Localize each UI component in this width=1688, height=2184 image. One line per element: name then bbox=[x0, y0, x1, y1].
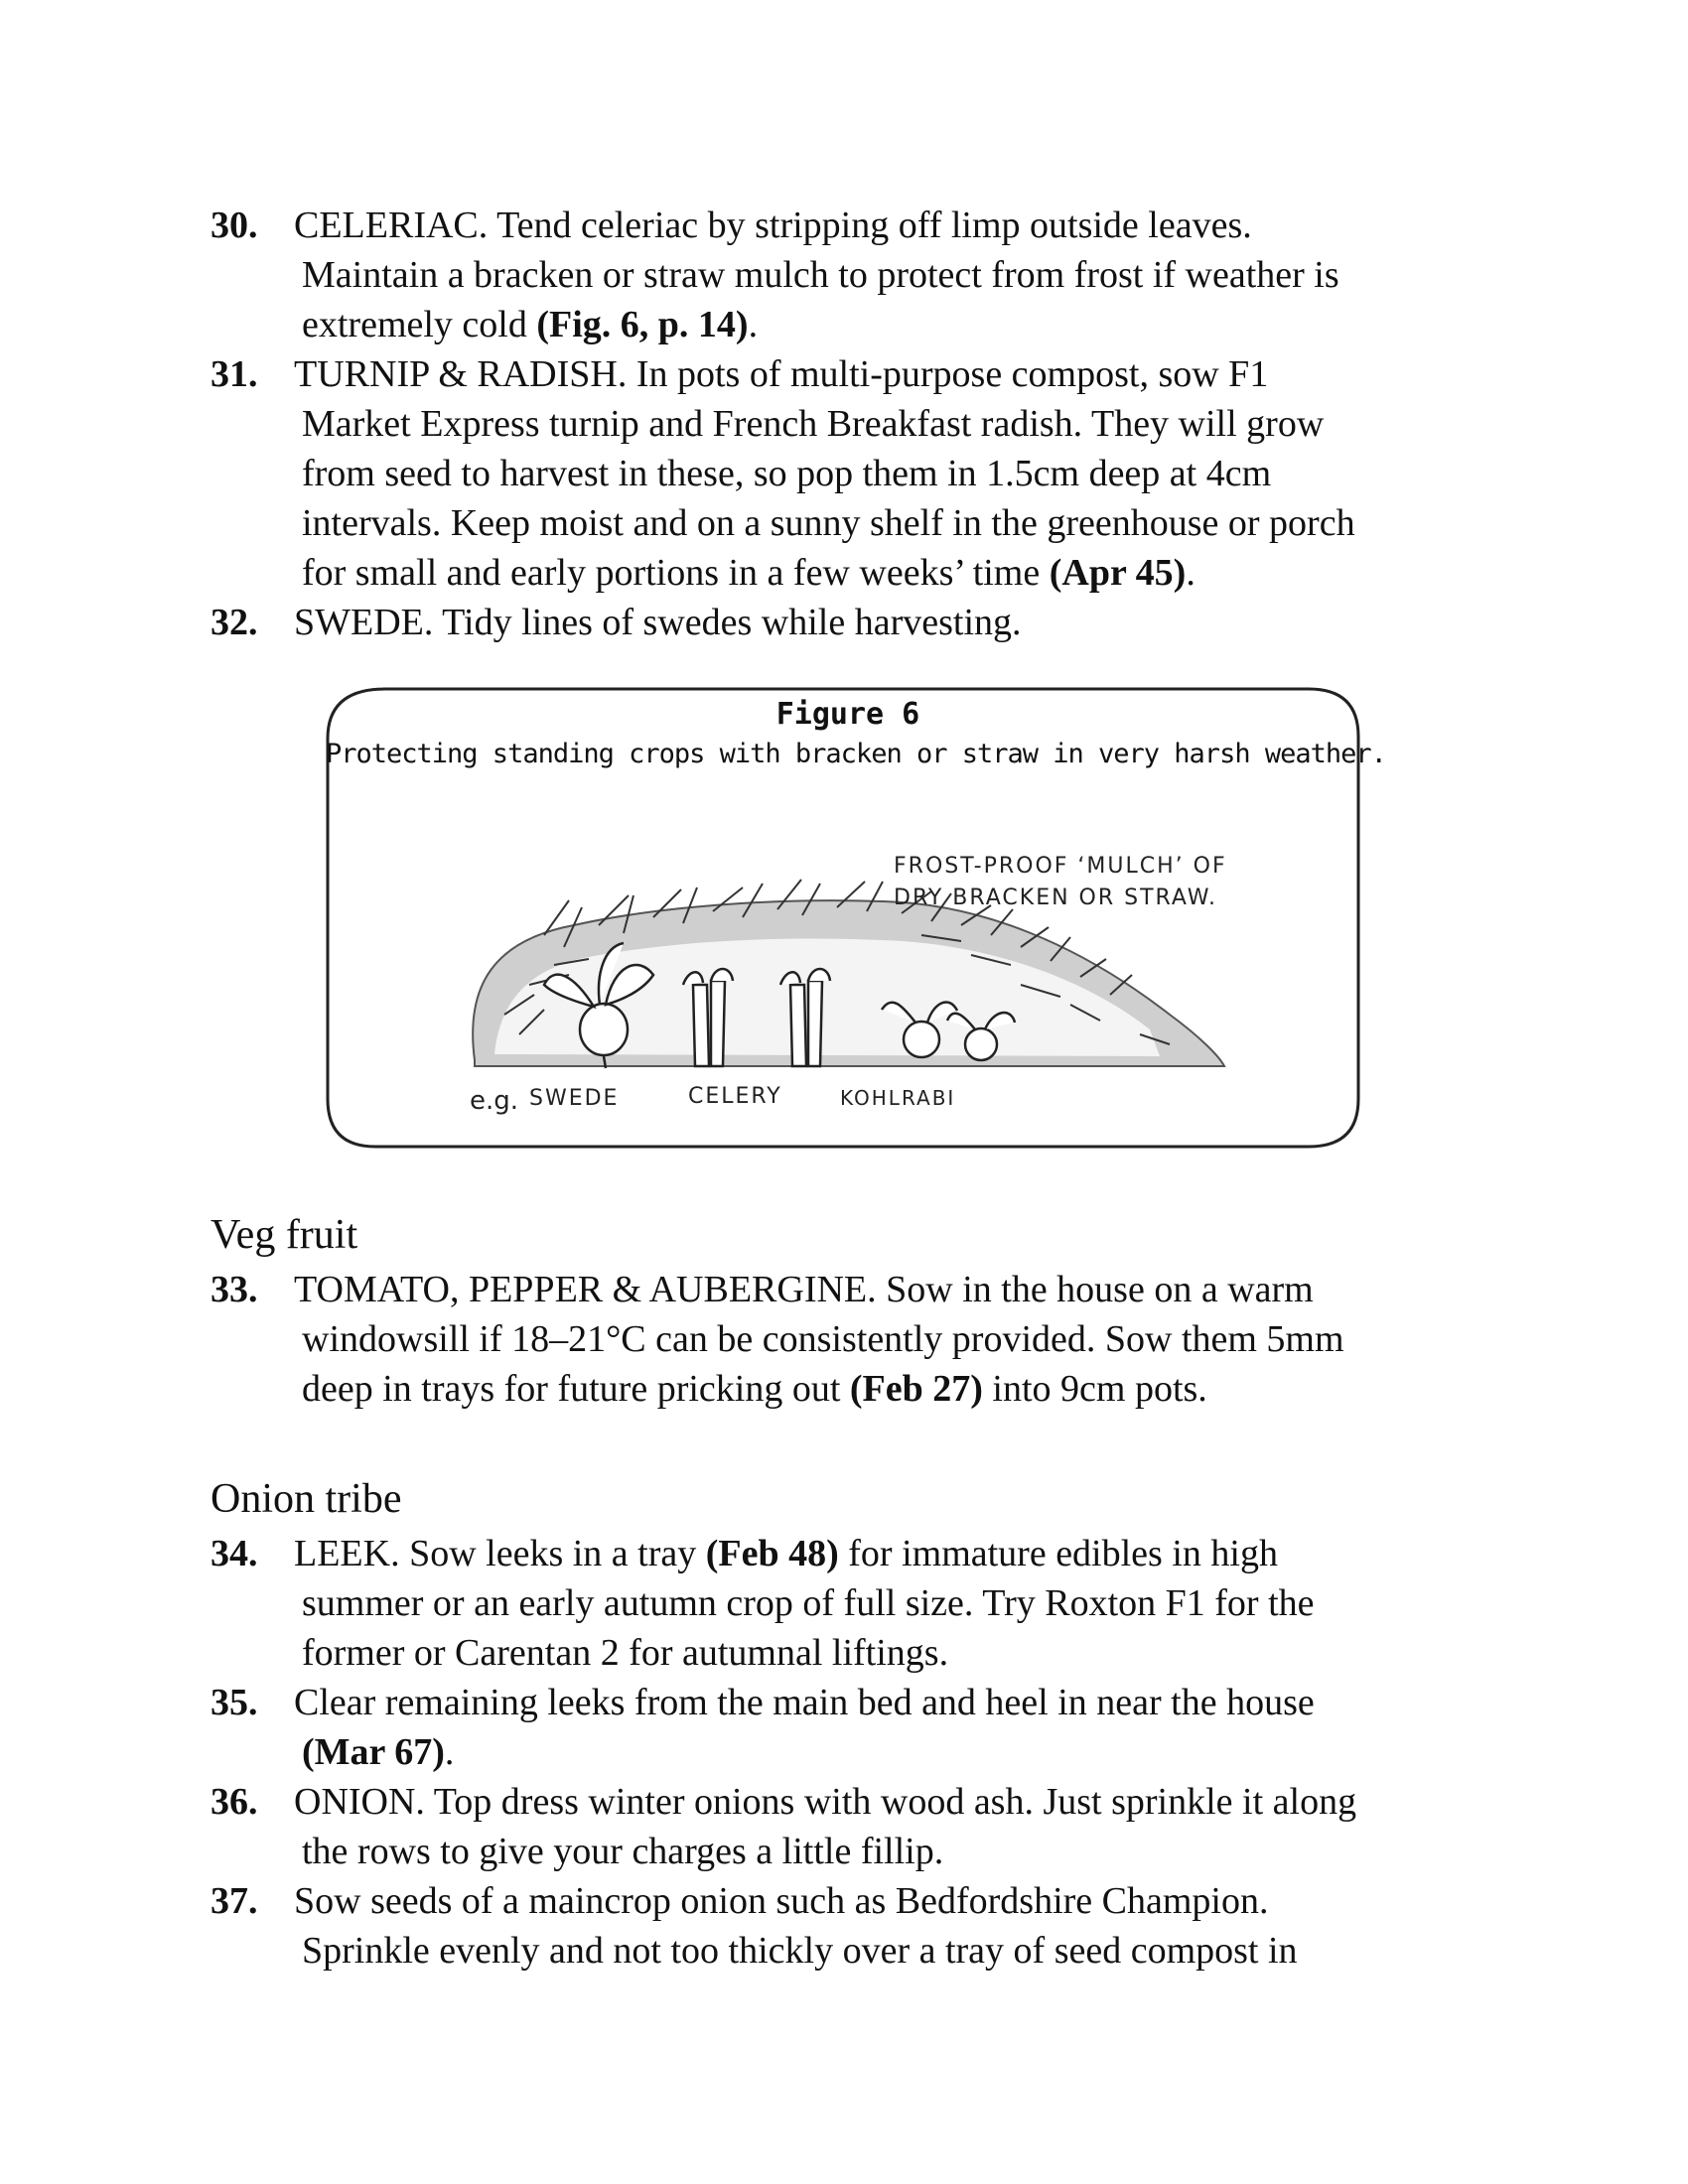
item-number: 31. bbox=[211, 353, 258, 395]
mulch-label: FROST-PROOF ‘MULCH’ OF bbox=[894, 854, 1227, 879]
item-number: 33. bbox=[211, 1269, 258, 1310]
item-line: ONION. Top dress winter onions with wood ash. Just sprinkle it along bbox=[294, 1781, 1357, 1823]
list-item-30 bbox=[211, 201, 1501, 349]
figure-6 bbox=[326, 687, 1386, 1148]
crop-label-celery: CELERY bbox=[688, 1084, 782, 1109]
figure-title: Figure 6 bbox=[775, 697, 920, 732]
cross-reference: (Apr 45) bbox=[1049, 552, 1187, 594]
list-item-37 bbox=[211, 1876, 1501, 1976]
item-line: from seed to harvest in these, so pop them in 1.5cm deep at 4cm bbox=[302, 453, 1272, 494]
cross-reference: (Feb 27) bbox=[849, 1368, 983, 1410]
list-item-36 bbox=[211, 1777, 1501, 1876]
section-heading-onion-tribe: Onion tribe bbox=[211, 1476, 402, 1522]
item-line: summer or an early autumn crop of full size. Try Roxton F1 for the bbox=[302, 1582, 1315, 1624]
item-number: 34. bbox=[211, 1533, 258, 1574]
cross-reference: (Mar 67) bbox=[302, 1731, 445, 1773]
item-line: TOMATO, PEPPER & AUBERGINE. Sow in the house on a warm bbox=[294, 1269, 1314, 1310]
item-line: LEEK. Sow leeks in a tray (Feb 48) for immature edibles in high bbox=[294, 1533, 1278, 1574]
item-number: 36. bbox=[211, 1781, 258, 1823]
item-line: deep in trays for future pricking out (Feb 27) into 9cm pots. bbox=[302, 1368, 1207, 1410]
list-item-35 bbox=[211, 1678, 1501, 1777]
item-line: (Mar 67). bbox=[302, 1731, 455, 1773]
item-line: former or Carentan 2 for autumnal liftings. bbox=[302, 1632, 949, 1674]
item-line: SWEDE. Tidy lines of swedes while harvesting. bbox=[294, 602, 1022, 643]
item-line: Market Express turnip and French Breakfast radish. They will grow bbox=[302, 403, 1325, 445]
crop-label-eg: e.g. bbox=[470, 1086, 519, 1116]
item-number: 37. bbox=[211, 1880, 258, 1922]
list-item-31 bbox=[211, 349, 1501, 598]
item-line: for small and early portions in a few weeks’ time (Apr 45). bbox=[302, 552, 1196, 594]
item-line: TURNIP & RADISH. In pots of multi-purpose compost, sow F1 bbox=[294, 353, 1269, 395]
item-line: intervals. Keep moist and on a sunny shelf in the greenhouse or porch bbox=[302, 502, 1355, 544]
mulch-label: DRY BRACKEN OR STRAW. bbox=[894, 886, 1218, 910]
crop-label-kohlrabi: KOHLRABI bbox=[840, 1086, 956, 1110]
item-number: 32. bbox=[211, 602, 258, 643]
item-line: Sprinkle evenly and not too thickly over a tray of seed compost in bbox=[302, 1930, 1298, 1972]
item-line: CELERIAC. Tend celeriac by stripping off limp outside leaves. bbox=[294, 205, 1252, 246]
list-item-34 bbox=[211, 1529, 1501, 1678]
list-item-33 bbox=[211, 1265, 1501, 1414]
section-heading-veg-fruit: Veg fruit bbox=[211, 1212, 358, 1258]
cross-reference: (Feb 48) bbox=[705, 1533, 839, 1574]
list-item-32 bbox=[211, 598, 1501, 647]
cross-reference: (Fig. 6, p. 14) bbox=[536, 304, 749, 345]
item-line: extremely cold (Fig. 6, p. 14). bbox=[302, 304, 759, 345]
item-line: Maintain a bracken or straw mulch to protect from frost if weather is bbox=[302, 254, 1339, 296]
item-line: Clear remaining leeks from the main bed and heel in near the house bbox=[294, 1682, 1315, 1723]
item-line: the rows to give your charges a little fillip. bbox=[302, 1831, 944, 1872]
figure-caption: Protecting standing crops with bracken or straw in very harsh weather. bbox=[326, 739, 1386, 769]
item-number: 35. bbox=[211, 1682, 258, 1723]
item-number: 30. bbox=[211, 205, 258, 246]
item-line: windowsill if 18–21°C can be consistently provided. Sow them 5mm bbox=[302, 1318, 1344, 1360]
crop-label-swede: SWEDE bbox=[529, 1086, 620, 1111]
item-line: Sow seeds of a maincrop onion such as Bedfordshire Champion. bbox=[294, 1880, 1269, 1922]
